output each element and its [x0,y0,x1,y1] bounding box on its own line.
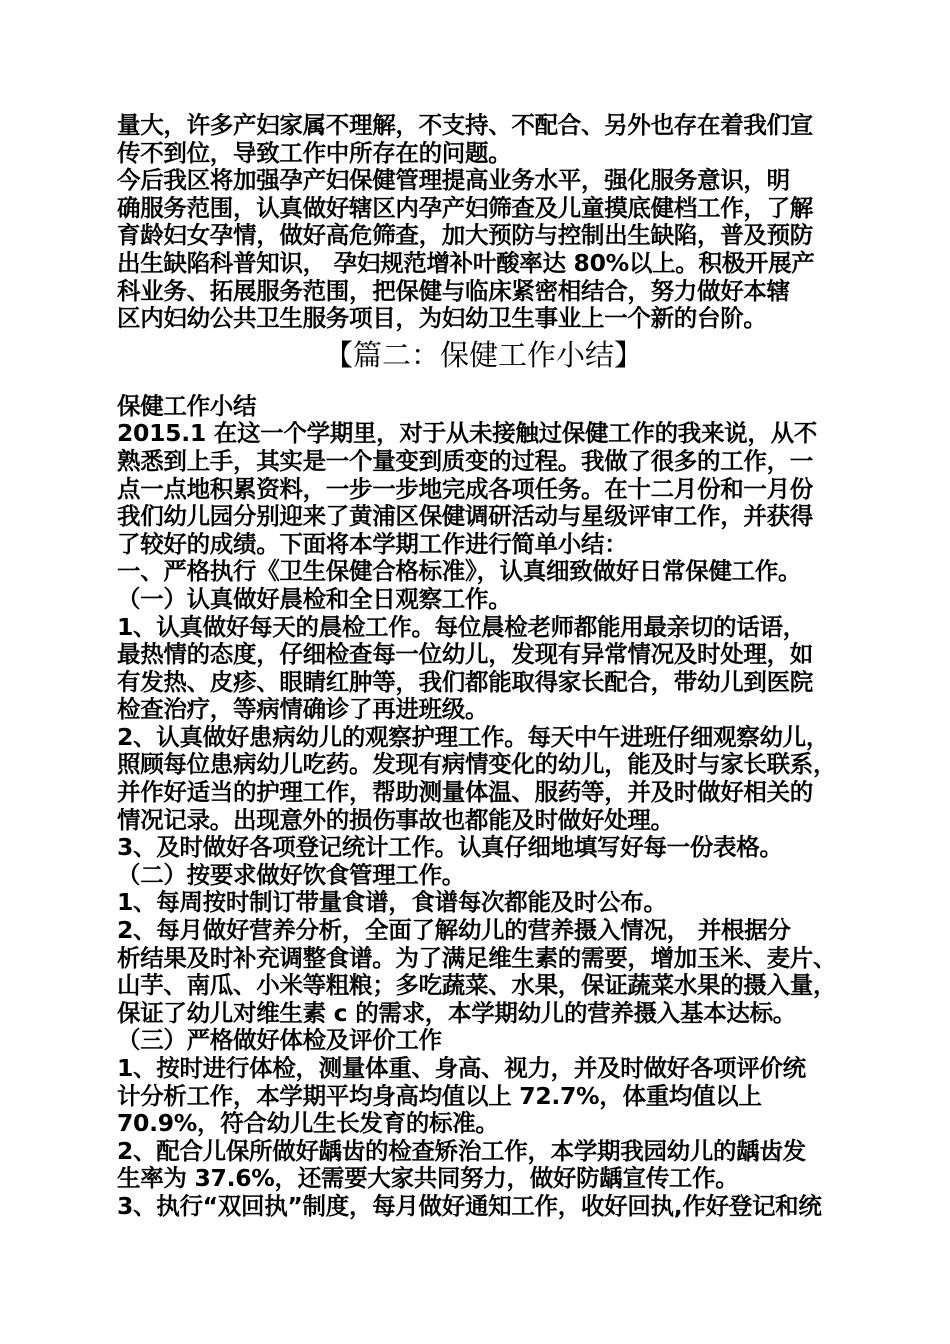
section-heading: 【篇二：保健工作小结】 [323,337,643,372]
paragraph-line: 生率为 37.6%，还需要大家共同努力，做好防龋宣传工作。 [117,1164,739,1193]
paragraph-line: 1、每周按时制订带量食谱，食谱每次都能及时公布。 [117,888,667,917]
paragraph-line: 3、及时做好各项登记统计工作。认真仔细地填写好每一份表格。 [117,833,783,862]
paragraph-line: 检查治疗，等病情确诊了再进班级。 [117,695,489,724]
paragraph-line: 熟悉到上手，其实是一个量变到质变的过程。我做了很多的工作，一 [117,446,813,475]
paragraph-line: 最热情的态度，仔细检查每一位幼儿，发现有异常情况及时处理，如 [117,640,813,669]
paragraph-line: 今后我区将加强孕产妇保健管理提高业务水平，强化服务意识，明 [117,166,790,195]
paragraph-line: 1、按时进行体检，测量体重、身高、视力，并及时做好各项评价统 [117,1054,806,1082]
paragraph-line: 2015.1 在这一个学期里，对于从未接触过保健工作的我来说，从不 [117,419,817,448]
paragraph-line: 确服务范围，认真做好辖区内孕产妇筛查及儿童摸底健档工作，了解 [117,193,813,222]
paragraph-line: 照顾每位患病幼儿吃药。发现有病情变化的幼儿，能及时与家长联系， [117,750,837,779]
section-2-body [117,393,850,1221]
paragraph-line: 山芋、南瓜、小米等粗粮；多吃蔬菜、水果，保证蔬菜水果的摄入量， [117,971,837,1000]
subheading-line: （二）按要求做好饮食管理工作。 [117,860,465,889]
paragraph-line: 计分析工作，本学期平均身高均值以上 72.7%，体重均值以上 [117,1081,762,1110]
section-1-body [117,112,850,333]
subheading-line: 一、严格执行《卫生保健合格标准》，认真细致做好日常保健工作。 [117,557,802,586]
paragraph-line: 了较好的成绩。下面将本学期工作进行简单小结： [117,529,628,558]
paragraph-line: 2、认真做好患病幼儿的观察护理工作。每天中午进班仔细观察幼儿， [117,722,830,751]
section-title: 保健工作小结 [117,391,257,420]
paragraph-line: 点一点地积累资料，一步一步地完成各项任务。在十二月份和一月份 [117,474,813,503]
paragraph-line: 情况记录。出现意外的损伤事故也都能及时做好处理。 [117,805,674,834]
paragraph-line: 1、认真做好每天的晨检工作。每位晨检老师都能用最亲切的话语， [117,612,806,641]
paragraph-line: 传不到位，导致工作中所存在的问题。 [117,138,512,167]
paragraph-line: 2、配合儿保所做好龋齿的检查矫治工作，本学期我园幼儿的龋齿发 [117,1136,806,1165]
paragraph-line: 2、每月做好营养分析，全面了解幼儿的营养摄入情况， 并根据分 [117,916,791,945]
subheading-line: （一）认真做好晨检和全日观察工作。 [117,584,512,613]
paragraph-line: 区内妇幼公共卫生服务项目，为妇幼卫生事业上一个新的台阶。 [117,304,767,333]
paragraph-line: 育龄妇女孕情，做好高危筛查，加大预防与控制出生缺陷，普及预防 [117,221,813,250]
paragraph-line: 有发热、皮疹、眼睛红肿等，我们都能取得家长配合，带幼儿到医院 [117,667,813,696]
paragraph-line: 70.9%，符合幼儿生长发育的标准。 [117,1109,499,1138]
paragraph-line: 并作好适当的护理工作，帮助测量体温、服药等，并及时做好相关的 [117,778,813,807]
paragraph-line: 出生缺陷科普知识， 孕妇规范增补叶酸率达 80%以上。积极开展产 [117,248,815,277]
paragraph-line: 量大，许多产妇家属不理解，不支持、不配合、另外也存在着我们宣 [117,111,813,139]
paragraph-line: 我们幼儿园分别迎来了黄浦区保健调研活动与星级评审工作，并获得 [117,502,813,531]
paragraph-line: 科业务、拓展服务范围，把保健与临床紧密相结合，努力做好本辖 [117,276,790,305]
paragraph-line: 保证了幼儿对维生素 c 的需求，本学期幼儿的营养摄入基本达标。 [117,998,796,1027]
paragraph-line: 3、执行“双回执”制度，每月做好通知工作，收好回执,作好登记和统 [117,1191,822,1220]
paragraph-line: 析结果及时补充调整食谱。为了满足维生素的需要，增加玉米、麦片、 [117,943,837,972]
subheading-line: （三）严格做好体检及评价工作 [117,1026,442,1055]
